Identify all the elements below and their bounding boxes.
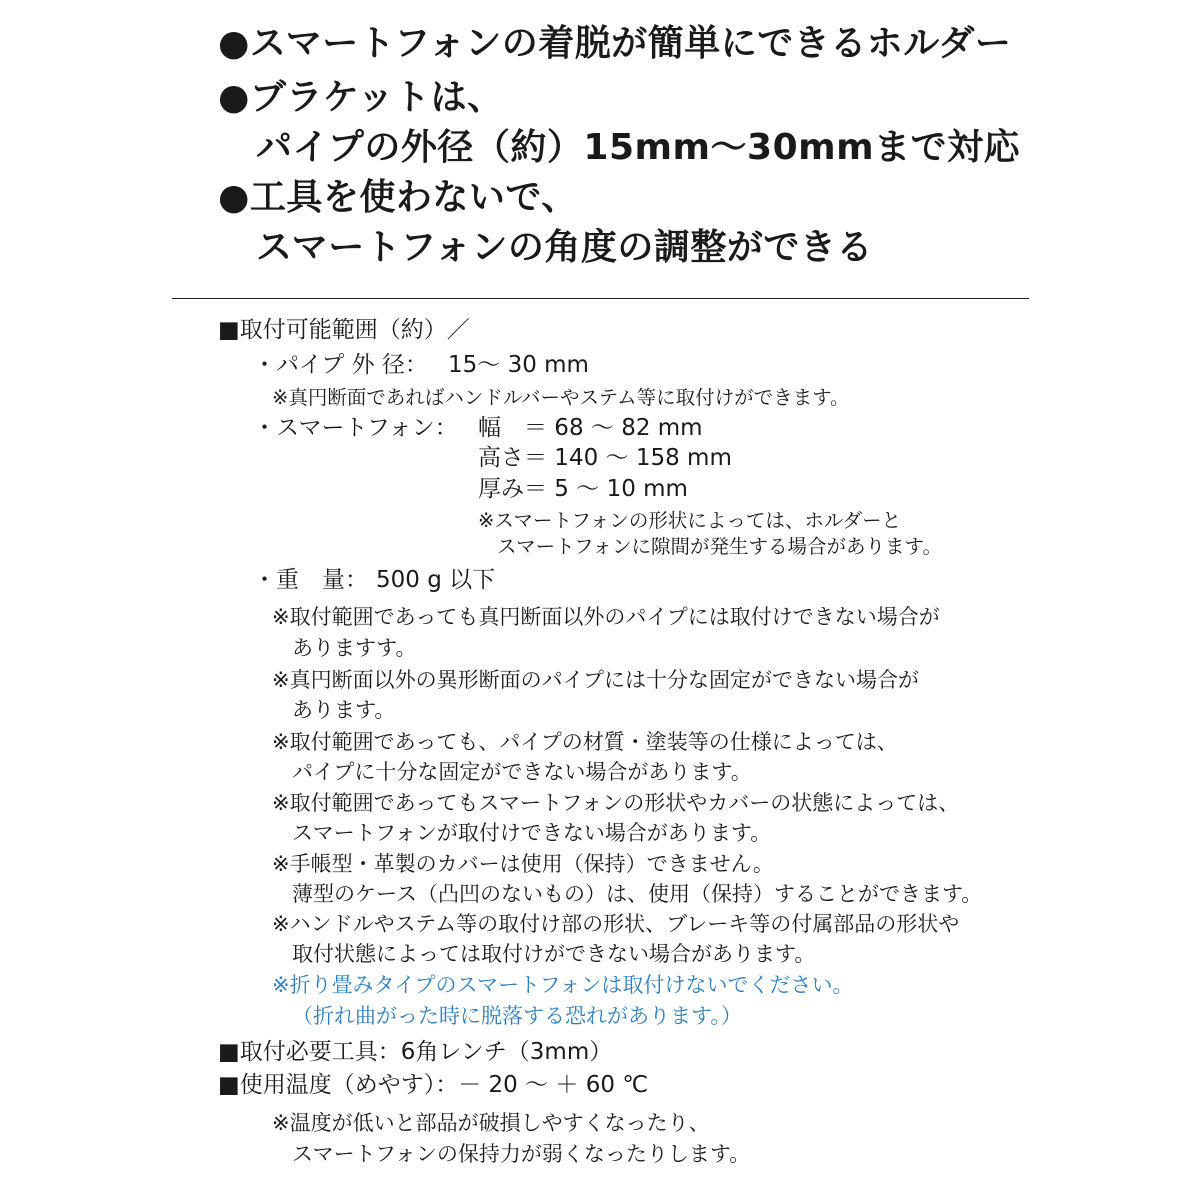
weight-value: 500 g 以下 <box>376 567 496 593</box>
note-3-line1: ※取付範囲であっても、パイプの材質・塗装等の仕様によっては、 <box>272 730 898 754</box>
note-4-line1: ※取付範囲であってもスマートフォンの形状やカバーの状態によっては、 <box>272 791 960 815</box>
phone-note-line2: スマートフォンに隙間が発生する場合があります。 <box>497 535 942 558</box>
required-tools: ■取付必要工具：6角レンチ（3mm） <box>218 1039 613 1065</box>
weight-label: ・重 量： <box>253 567 368 593</box>
note-6-line2: 取付状態によっては取付けができない場合があります。 <box>292 942 816 966</box>
temp-note-line2: スマートフォンの保持力が弱くなったりします。 <box>292 1142 751 1166</box>
note-1-line1: ※取付範囲であっても真円断面以外のパイプには取付けできない場合が <box>272 605 940 629</box>
feature-toolless: ●工具を使わないで、 <box>218 177 578 218</box>
phone-thickness: 厚み＝ 5 ～ 10 mm <box>478 476 688 502</box>
note-5-line2: 薄型のケース（凸凹のないもの）は、使用（保持）することができます。 <box>292 882 983 906</box>
foldable-warning-line2: （折れ曲がった時に脱落する恐れがあります。） <box>292 1004 742 1028</box>
phone-note-line1: ※スマートフォンの形状によっては、ホルダーと <box>478 509 902 532</box>
feature-bracket: ●ブラケットは、 <box>218 77 504 118</box>
pipe-value: 15～ 30 mm <box>448 352 589 378</box>
temp-note-line1: ※温度が低いと部品が破損しやすくなったり、 <box>272 1111 710 1135</box>
foldable-warning-line1: ※折り畳みタイプのスマートフォンは取付けないでください。 <box>272 973 854 997</box>
phone-width: 幅 ＝ 68 ～ 82 mm <box>478 415 703 441</box>
pipe-label: ・パイプ 外 径： <box>253 352 428 378</box>
note-1-line2: ありますす。 <box>292 636 417 660</box>
note-4-line2: スマートフォンが取付けできない場合があります。 <box>292 821 772 845</box>
feature-bracket-range: パイプの外径（約）15mm～30mmまで対応 <box>256 127 1021 168</box>
feature-angle-adjust: スマートフォンの角度の調整ができる <box>256 227 873 268</box>
phone-label: ・スマートフォン： <box>253 415 458 441</box>
range-heading: ■取付可能範囲（約）／ <box>218 317 470 343</box>
note-5-line1: ※手帳型・革製のカバーは使用（保持）できません。 <box>272 852 774 876</box>
phone-height: 高さ＝ 140 ～ 158 mm <box>478 445 732 471</box>
note-2-line1: ※真円断面以外の異形断面のパイプには十分な固定ができない場合が <box>272 668 919 692</box>
note-2-line2: あります。 <box>292 698 396 722</box>
operating-temperature: ■使用温度（めやす）：－ 20 ～ ＋ 60 ℃ <box>218 1072 649 1098</box>
feature-easy-mount: ●スマートフォンの着脱が簡単にできるホルダー <box>218 23 1012 64</box>
divider <box>172 298 1029 299</box>
note-6-line1: ※ハンドルやステム等の取付け部の形状、ブレーキ等の付属部品の形状や <box>272 912 960 936</box>
pipe-note: ※真円断面であればハンドルバーやステム等に取付けができます。 <box>272 386 850 409</box>
note-3-line2: パイプに十分な固定ができない場合があります。 <box>292 760 752 784</box>
